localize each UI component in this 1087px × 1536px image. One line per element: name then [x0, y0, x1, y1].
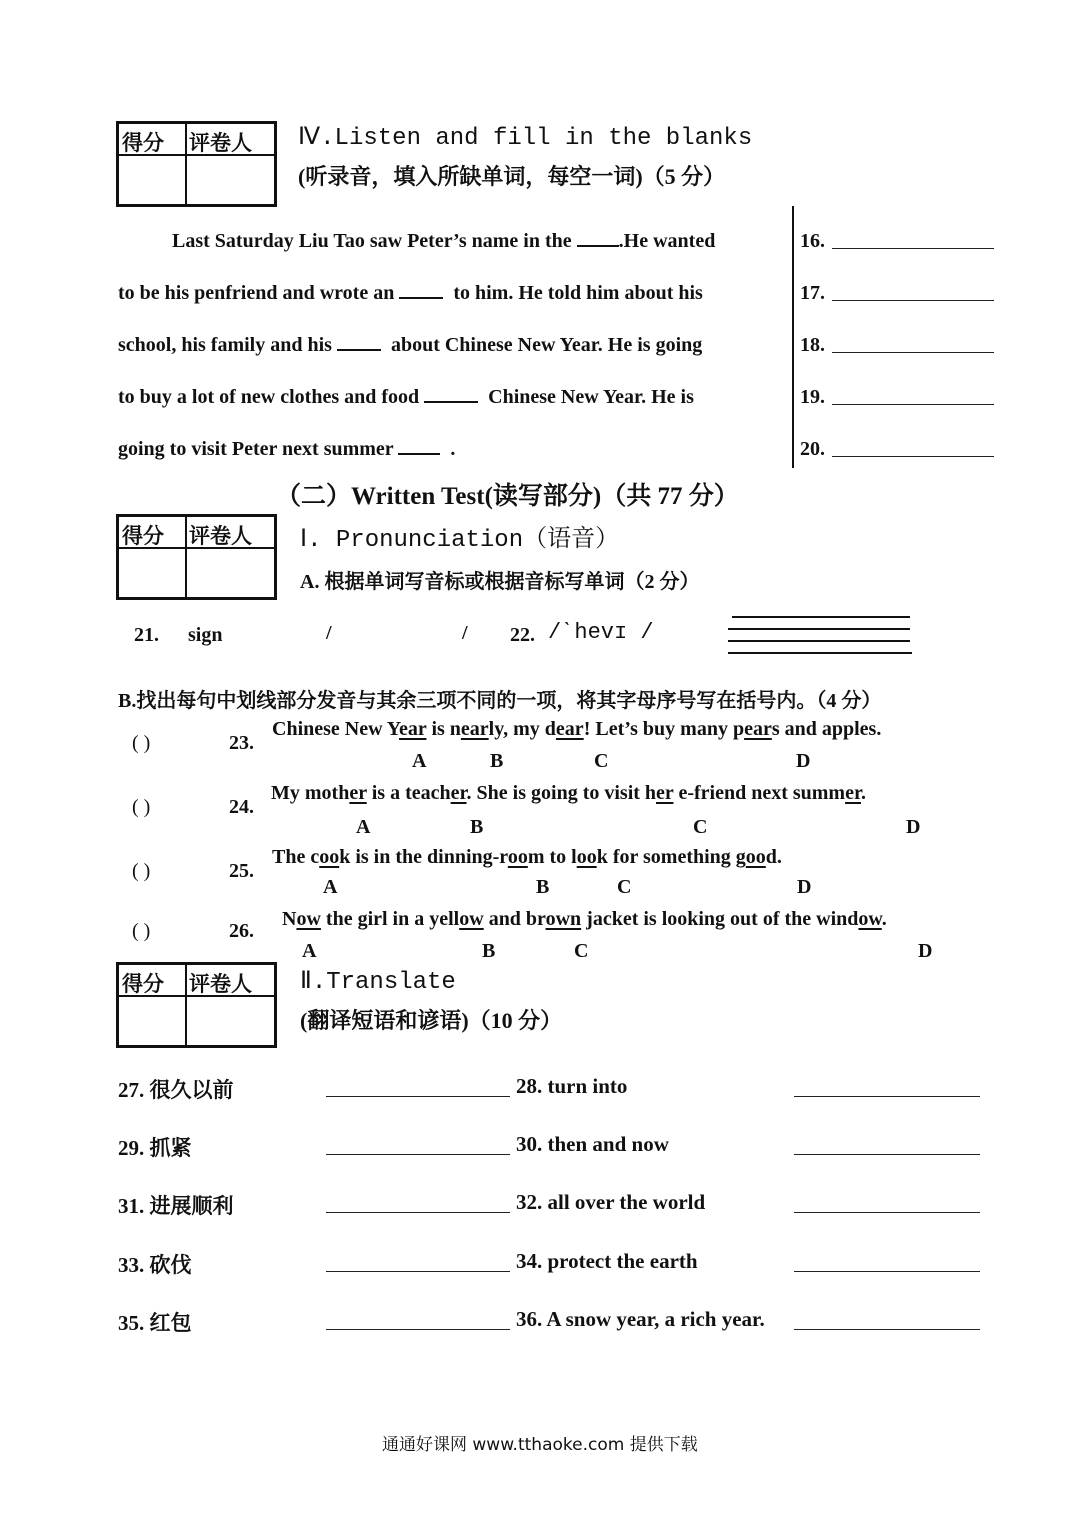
option-letter: D [906, 816, 921, 838]
answer-line[interactable] [326, 1154, 510, 1155]
section2-title: Ⅱ.Translate [300, 969, 456, 996]
translate-item: 33. 砍伐 [118, 1253, 192, 1277]
question-number: 24. [229, 796, 254, 818]
option-letter: A [323, 876, 338, 898]
passage-line: to be his penfriend and wrote an to him. He told him about his [118, 282, 703, 304]
option-letter: B [482, 940, 496, 962]
answer-parens[interactable]: ( ) [132, 920, 151, 942]
question-number: 25. [229, 860, 254, 882]
answer-number: 18. [800, 334, 825, 356]
grader-label: 评卷人 [189, 131, 252, 155]
answer-line[interactable] [832, 248, 994, 249]
option-letter: D [796, 750, 811, 772]
section4-subtitle: (听录音，填入所缺单词，每空一词)（5 分） [298, 164, 726, 189]
answer-line[interactable] [326, 1096, 510, 1097]
option-letter: D [797, 876, 812, 898]
grader-label: 评卷人 [189, 524, 252, 548]
grader-label: 评卷人 [189, 972, 252, 996]
part-b-instruction: B.找出每句中划线部分发音与其余三项不同的一项，将其字母序号写在括号内。（4 分） [118, 690, 882, 712]
option-letter: B [536, 876, 550, 898]
answer-line[interactable] [832, 404, 994, 405]
option-letter: D [918, 940, 933, 962]
passage-line: Last Saturday Liu Tao saw Peter’s name in the .He wanted [172, 230, 716, 252]
translate-item: 29. 抓紧 [118, 1136, 192, 1160]
section2-subtitle: (翻译短语和谚语)（10 分） [300, 1008, 563, 1033]
section1-title: Ⅰ. Pronunciation（语音） [300, 527, 620, 554]
section4-title: Ⅳ.Listen and fill in the blanks [298, 125, 753, 152]
translate-item: 36. A snow year, a rich year. [516, 1307, 765, 1331]
answer-parens[interactable]: ( ) [132, 796, 151, 818]
answer-line[interactable] [794, 1096, 980, 1097]
footer-text: 通通好课网 www.tthaoke.com 提供下载 [382, 1435, 698, 1455]
answer-parens[interactable]: ( ) [132, 732, 151, 754]
option-letter: A [356, 816, 371, 838]
question-sentence: The cook is in the dinning-room to look for something good. [272, 846, 782, 868]
answer-number: 17. [800, 282, 825, 304]
option-letter: B [470, 816, 484, 838]
divider [792, 206, 794, 468]
score-label: 得分 [122, 131, 164, 155]
translate-item: 28. turn into [516, 1074, 628, 1098]
written-test-heading: （二）Written Test(读写部分)（共 77 分） [276, 483, 739, 510]
answer-line[interactable] [794, 1154, 980, 1155]
translate-item: 31. 进展顺利 [118, 1194, 234, 1218]
answer-number: 19. [800, 386, 825, 408]
option-letter: C [693, 816, 708, 838]
score-label: 得分 [122, 972, 164, 996]
slash: / [462, 622, 468, 644]
answer-line[interactable] [326, 1271, 510, 1272]
passage-line: school, his family and his about Chinese New Year. He is going [118, 334, 703, 356]
answer-line[interactable] [326, 1212, 510, 1213]
q21-word: sign [188, 624, 223, 646]
question-sentence: Now the girl in a yellow and brown jacket is looking out of the window. [282, 908, 887, 930]
option-letter: C [574, 940, 589, 962]
answer-parens[interactable]: ( ) [132, 860, 151, 882]
q22-phonetic: /ˋhevɪ / [548, 620, 654, 645]
answer-line[interactable] [794, 1212, 980, 1213]
option-letter: B [490, 750, 504, 772]
score-label: 得分 [122, 524, 164, 548]
answer-line[interactable] [832, 456, 994, 457]
part-a-instruction: A. 根据单词写音标或根据音标写单词（2 分） [300, 571, 700, 593]
q21-number: 21. [134, 624, 159, 646]
question-sentence: Chinese New Year is nearly, my dear! Let’s buy many pears and apples. [272, 718, 882, 740]
slash: / [326, 622, 332, 644]
answer-line[interactable] [326, 1329, 510, 1330]
passage-line: to buy a lot of new clothes and food Chinese New Year. He is [118, 386, 694, 408]
answer-line[interactable] [794, 1329, 980, 1330]
translate-item: 34. protect the earth [516, 1249, 698, 1273]
q22-number: 22. [510, 624, 535, 646]
answer-line[interactable] [794, 1271, 980, 1272]
question-sentence: My mother is a teacher. She is going to visit her e-friend next summer. [271, 782, 866, 804]
option-letter: A [412, 750, 427, 772]
translate-item: 27. 很久以前 [118, 1078, 234, 1102]
option-letter: C [594, 750, 609, 772]
passage-line: going to visit Peter next summer . [118, 438, 456, 460]
question-number: 23. [229, 732, 254, 754]
option-letter: A [302, 940, 317, 962]
answer-number: 16. [800, 230, 825, 252]
answer-number: 20. [800, 438, 825, 460]
answer-line[interactable] [832, 300, 994, 301]
writing-lines[interactable] [728, 616, 912, 654]
answer-line[interactable] [832, 352, 994, 353]
translate-item: 32. all over the world [516, 1190, 706, 1214]
translate-item: 30. then and now [516, 1132, 669, 1156]
score-box [116, 962, 277, 1048]
translate-item: 35. 红包 [118, 1311, 192, 1335]
score-box [116, 121, 277, 207]
score-box [116, 514, 277, 600]
question-number: 26. [229, 920, 254, 942]
option-letter: C [617, 876, 632, 898]
